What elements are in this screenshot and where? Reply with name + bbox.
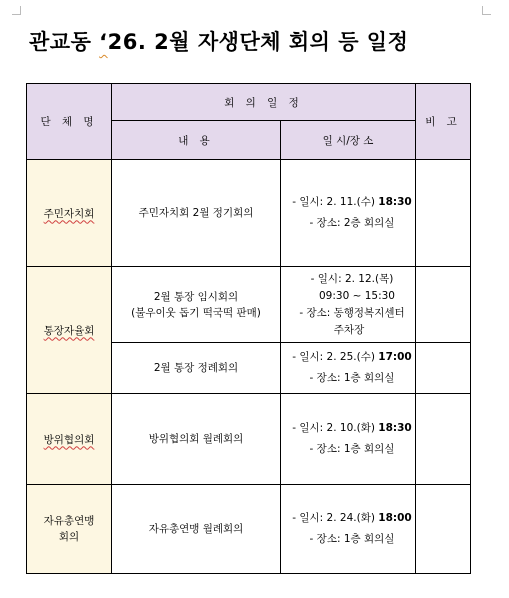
- datetime-line: 09:30 ~ 15:30: [319, 289, 395, 302]
- title-quote: ‘: [99, 30, 108, 54]
- meeting-datetime: [281, 160, 416, 267]
- time-text: - 일시: 2. 24.(화): [292, 512, 379, 524]
- table-row: [27, 394, 471, 485]
- content-line: 2월 통장 정례회의: [153, 362, 239, 374]
- time-bold: 18:30: [378, 422, 412, 434]
- meeting-content: [112, 267, 281, 343]
- meeting-content: [112, 160, 281, 267]
- org-name: [27, 160, 112, 267]
- content-line: 주민자치회 2월 정기회의: [138, 207, 254, 219]
- time-bold: 18:00: [378, 512, 412, 524]
- remarks-cell: [416, 394, 471, 485]
- time-text: - 일시: 2. 11.(수): [292, 196, 379, 208]
- org-label: 통장자율회: [43, 324, 95, 337]
- meeting-datetime: [281, 394, 416, 485]
- content-line: (불우이웃 돕기 떡국떡 판매): [131, 306, 261, 319]
- title-main: 26. 2월 자생단체 회의 등 일정: [107, 30, 409, 54]
- header-row: [27, 84, 471, 121]
- datetime-line: [289, 508, 415, 529]
- org-label: 자유총연맹: [43, 515, 95, 527]
- remarks-cell: [416, 485, 471, 574]
- time-bold: 18:30: [378, 196, 412, 208]
- meeting-datetime: [281, 485, 416, 574]
- time-bold: 17:00: [378, 351, 412, 363]
- org-label: 주민자치회: [43, 207, 95, 220]
- time-text: - 일시: 2. 10.(화): [292, 422, 379, 434]
- meeting-datetime: [281, 343, 416, 394]
- content-line: 자유총연맹 월례회의: [148, 523, 244, 535]
- table-row: [27, 160, 471, 267]
- place-line: - 장소: 1층 회의실: [309, 533, 395, 545]
- meeting-content: [112, 485, 281, 574]
- datetime-line: [289, 347, 415, 368]
- header-content: 내 용: [112, 121, 281, 160]
- place-line: - 장소: 1층 회의실: [309, 443, 395, 455]
- org-label: 회의: [58, 531, 80, 543]
- table-row: [27, 485, 471, 574]
- schedule-table: [26, 83, 471, 574]
- header-remarks: 비 고: [416, 84, 471, 160]
- time-text: - 일시: 2. 25.(수): [292, 351, 379, 363]
- document-title: [29, 26, 408, 56]
- meeting-content: [112, 343, 281, 394]
- remarks-cell: [416, 267, 471, 343]
- org-name: [27, 394, 112, 485]
- meeting-content: [112, 394, 281, 485]
- title-prefix: 관교동: [29, 30, 100, 54]
- datetime-line: [289, 192, 415, 213]
- org-label: 방위협의회: [43, 433, 95, 446]
- place-line: - 장소: 동행정복지센터: [299, 306, 405, 319]
- datetime-line: - 일시: 2. 12.(목): [310, 272, 394, 285]
- content-line: 방위협의회 월례회의: [148, 433, 244, 445]
- header-meeting: 회 의 일 정: [112, 84, 416, 121]
- place-line: - 장소: 1층 회의실: [309, 372, 395, 384]
- meeting-datetime: [281, 267, 416, 343]
- header-org: 단 체 명: [27, 84, 112, 160]
- place-line: - 장소: 2층 회의실: [309, 217, 395, 229]
- org-name: [27, 267, 112, 394]
- org-name: [27, 485, 112, 574]
- table-row: [27, 267, 471, 343]
- header-datetime: 일 시/장 소: [281, 121, 416, 160]
- place-line: 주차장: [333, 323, 365, 336]
- page-corner-mark: [12, 6, 21, 15]
- page-corner-mark: [482, 6, 491, 15]
- remarks-cell: [416, 343, 471, 394]
- content-line: 2월 통장 임시회의: [153, 290, 239, 303]
- remarks-cell: [416, 160, 471, 267]
- datetime-line: [289, 418, 415, 439]
